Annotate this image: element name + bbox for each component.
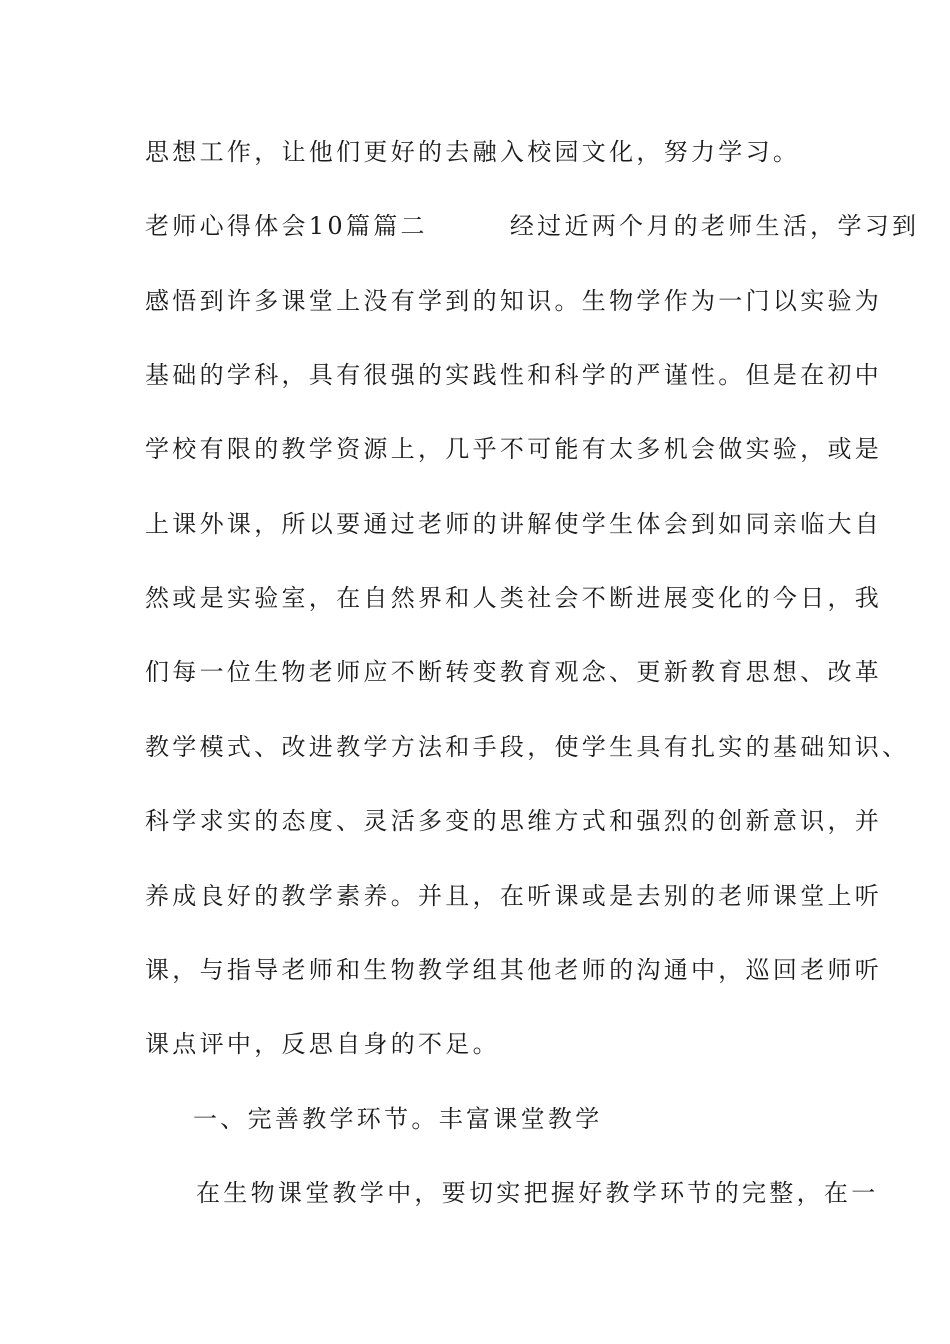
text-line-6: 上课外课，所以要通过老师的讲解使学生体会到如同亲临大自 [145, 510, 883, 538]
text-line-11: 养成良好的教学素养。并且，在听课或是去别的老师课堂上听 [145, 882, 883, 910]
section-heading: 一、完善教学环节。丰富课堂教学 [193, 1105, 603, 1133]
section-title: 老师心得体会10篇篇二 [145, 212, 428, 240]
text-line-13: 课点评中，反思自身的不足。 [145, 1030, 500, 1058]
text-line-2-body: 经过近两个月的老师生活，学习到 [509, 212, 920, 240]
text-line-2 [145, 206, 919, 246]
text-line-8: 们每一位生物老师应不断转变教育观念、更新教育思想、改革 [145, 658, 883, 686]
text-line-3: 感悟到许多课堂上没有学到的知识。生物学作为一门以实验为 [145, 287, 883, 315]
text-line-5: 学校有限的教学资源上，几乎不可能有太多机会做实验，或是 [145, 435, 883, 463]
text-line-7: 然或是实验室，在自然界和人类社会不断进展变化的今日，我 [145, 584, 883, 612]
text-line-1: 思想工作，让他们更好的去融入校园文化，努力学习。 [145, 138, 801, 166]
text-line-10: 科学求实的态度、灵活多变的思维方式和强烈的创新意识，并 [145, 807, 883, 835]
text-line-12: 课，与指导老师和生物教学组其他老师的沟通中，巡回老师听 [145, 956, 883, 984]
text-line-4: 基础的学科，具有很强的实践性和科学的严谨性。但是在初中 [145, 361, 883, 389]
paragraph-start: 在生物课堂教学中，要切实把握好教学环节的完整，在一 [196, 1179, 879, 1207]
text-line-9: 教学模式、改进教学方法和手段，使学生具有扎实的基础知识、 [145, 733, 910, 761]
